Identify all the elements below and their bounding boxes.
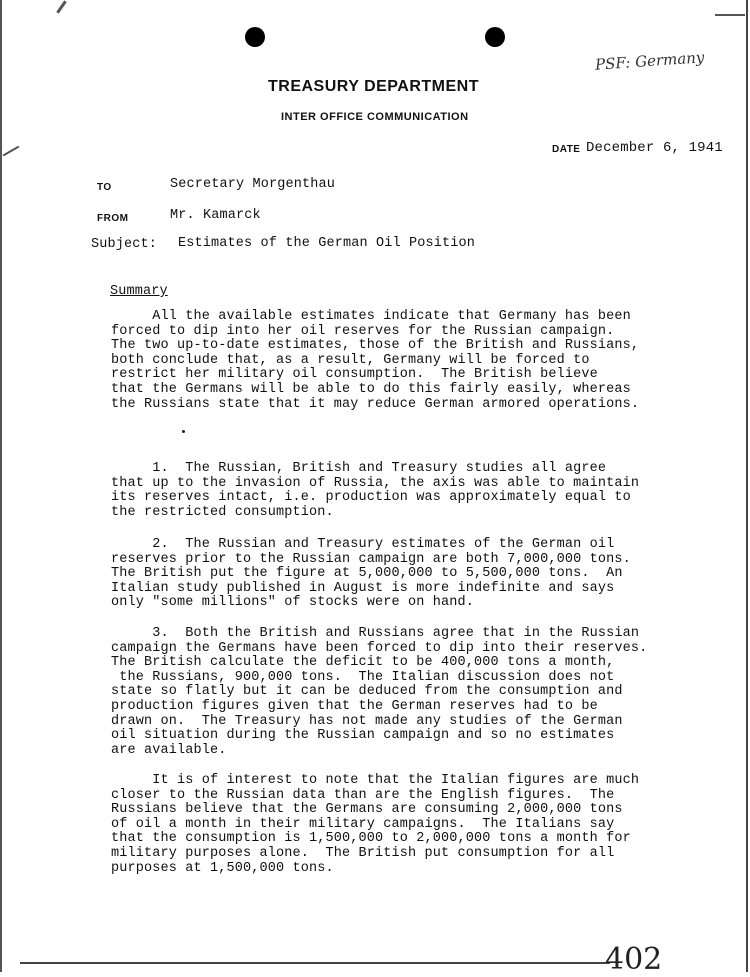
summary-paragraph: All the available estimates indicate that Germany has been forced to dip into her oil reserves for the Russian campaign. The two up-to-date estimates, those of the British and Russians, both conclude that, as a result, Germany will be forced to restrict her military oil consumption. The British believe that the Germans will be able to do this fairly easily, whereas the Russians state that it may reduce German armored operations.: [111, 309, 640, 412]
file-annotation: PSF: Germany: [594, 48, 705, 74]
punch-hole-right: [485, 27, 505, 47]
right-scan-edge: [746, 0, 748, 972]
date-value: December 6, 1941: [586, 140, 723, 156]
to-value: Secretary Morgenthau: [170, 177, 336, 192]
punch-hole-left: [245, 27, 265, 47]
left-scan-edge: [0, 0, 2, 972]
from-label: FROM: [97, 213, 129, 224]
left-fold-mark: [3, 146, 20, 157]
communication-subtitle: INTER OFFICE COMMUNICATION: [281, 111, 469, 123]
summary-heading: Summary: [110, 284, 168, 299]
date-label: DATE: [552, 144, 581, 155]
top-right-scan-mark: [715, 14, 745, 16]
department-title: TREASURY DEPARTMENT: [268, 78, 479, 95]
top-scan-line: [56, 0, 66, 13]
from-value: Mr. Kamarck: [170, 208, 261, 223]
paragraph-1: 1. The Russian, British and Treasury studies all agree that up to the invasion of Russia, the axis was able to maintain its reserves intact, i.e. production was approximately equal to the restricted consumption.: [111, 461, 640, 520]
page-number: 402: [605, 942, 663, 977]
stray-mark: [182, 430, 185, 433]
paragraph-4: It is of interest to note that the Italian figures are much closer to the Russian data than are the English figures. The Russians believe that the Germans are consuming 2,000,000 tons of oil a month in their military campaigns. The Italians say that the consumption is 1,500,000 to 2,000,000 tons a month for military purposes alone. The British put consumption for all purposes at 1,500,000 tons.: [111, 773, 640, 876]
subject-label: Subject:: [91, 237, 158, 252]
subject-value: Estimates of the German Oil Position: [178, 236, 476, 251]
paragraph-3: 3. Both the British and Russians agree that in the Russian campaign the Germans have been forced to dip into their reserves. The British calculate the deficit to be 400,000 tons a month, the Russians, 900,000 tons. The Italian discussion does not state so flatly but it can be deduced from the consumption and production figures given that the German reserves had to be drawn on. The Treasury has not made any studies of the German oil situation during the Russian campaign and so no estimates are available.: [111, 626, 648, 758]
to-label: TO: [97, 182, 112, 193]
bottom-scan-edge: [20, 962, 610, 964]
paragraph-2: 2. The Russian and Treasury estimates of the German oil reserves prior to the Russian campaign are both 7,000,000 tons. The British put the figure at 5,000,000 to 5,500,000 tons. An Italian study published in August is more indefinite and says only "some millions" of stocks were on hand.: [111, 537, 631, 611]
